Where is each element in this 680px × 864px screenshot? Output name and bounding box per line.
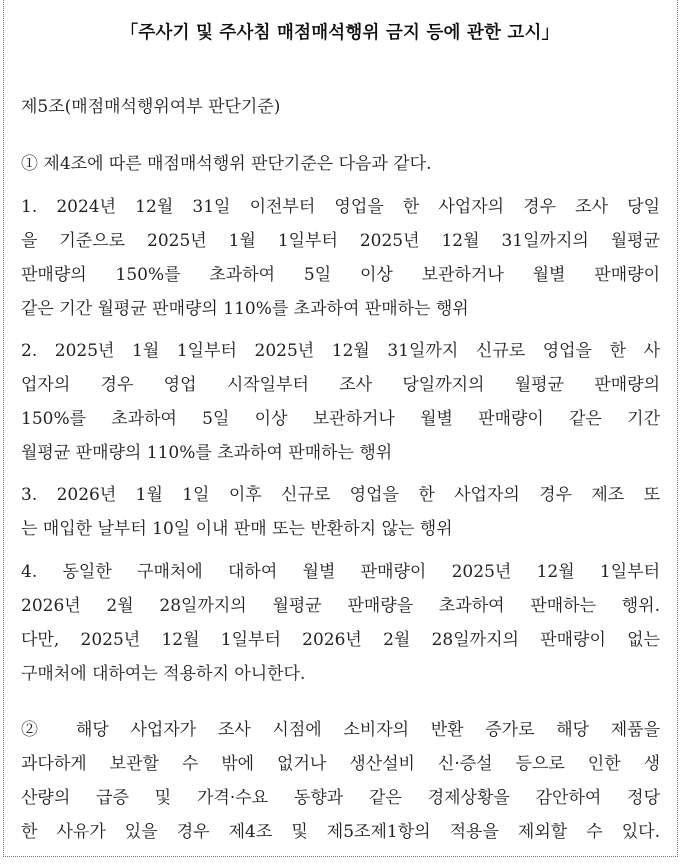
item2-line: 월평균 판매량의 110%를 초과하여 판매하는 행위 xyxy=(21,443,393,463)
paragraph1-intro: ① 제4조에 따른 매점매석행위 판단기준은 다음과 같다. xyxy=(21,154,432,174)
item2-line: 150%를 초과하여 5일 이상 보관하거나 월별 판매량이 같은 기간 xyxy=(21,409,660,429)
item4-line: 2026년 2월 28일까지의 월평균 판매량을 초과하여 판매하는 행위. xyxy=(21,596,660,616)
item3-line: 3. 2026년 1월 1일 이후 신규로 영업을 한 사업자의 경우 제조 또 xyxy=(21,485,660,505)
item1-line: 1. 2024년 12월 31일 이전부터 영업을 한 사업자의 경우 조사 당일 xyxy=(21,197,660,217)
item4-line: 4. 동일한 구매처에 대하여 월별 판매량이 2025년 12월 1일부터 xyxy=(21,562,660,582)
item1-line: 을 기준으로 2025년 1월 1일부터 2025년 12월 31일까지의 월평균 xyxy=(21,231,660,251)
item4-line: 구매처에 대하여는 적용하지 아니한다. xyxy=(21,664,306,684)
document-title: 「주사기 및 주사침 매점매석행위 금지 등에 관한 고시」 xyxy=(120,23,560,43)
item1-line: 같은 기간 월평균 판매량의 110%를 초과하여 판매하는 행위 xyxy=(21,299,469,319)
paragraph2-line: 산량의 급증 및 가격·수요 동향과 같은 경제상황을 감안하여 정당 xyxy=(21,788,660,808)
item1-line: 판매량의 150%를 초과하여 5일 이상 보관하거나 월별 판매량이 xyxy=(21,265,660,285)
item2-line: 2. 2025년 1월 1일부터 2025년 12월 31일까지 신규로 영업을 한 사 xyxy=(21,341,660,361)
paragraph2-line: ② 해당 사업자가 조사 시점에 소비자의 반환 증가로 해당 제품을 xyxy=(21,720,660,740)
item4-line: 다만, 2025년 12월 1일부터 2026년 2월 28일까지의 판매량이 없는 xyxy=(21,630,660,650)
paragraph2-line: 과다하게 보관할 수 밖에 없거나 생산설비 신·증설 등으로 인한 생 xyxy=(21,754,660,774)
paragraph2-line: 한 사유가 있을 경우 제4조 및 제5조제1항의 적용을 제외할 수 있다. xyxy=(21,822,660,842)
item2-line: 업자의 경우 영업 시작일부터 조사 당일까지의 월평균 판매량의 xyxy=(21,375,660,395)
article-heading: 제5조(매점매석행위여부 판단기준) xyxy=(21,97,281,117)
item3-line: 는 매입한 날부터 10일 이내 판매 또는 반환하지 않는 행위 xyxy=(21,519,453,539)
